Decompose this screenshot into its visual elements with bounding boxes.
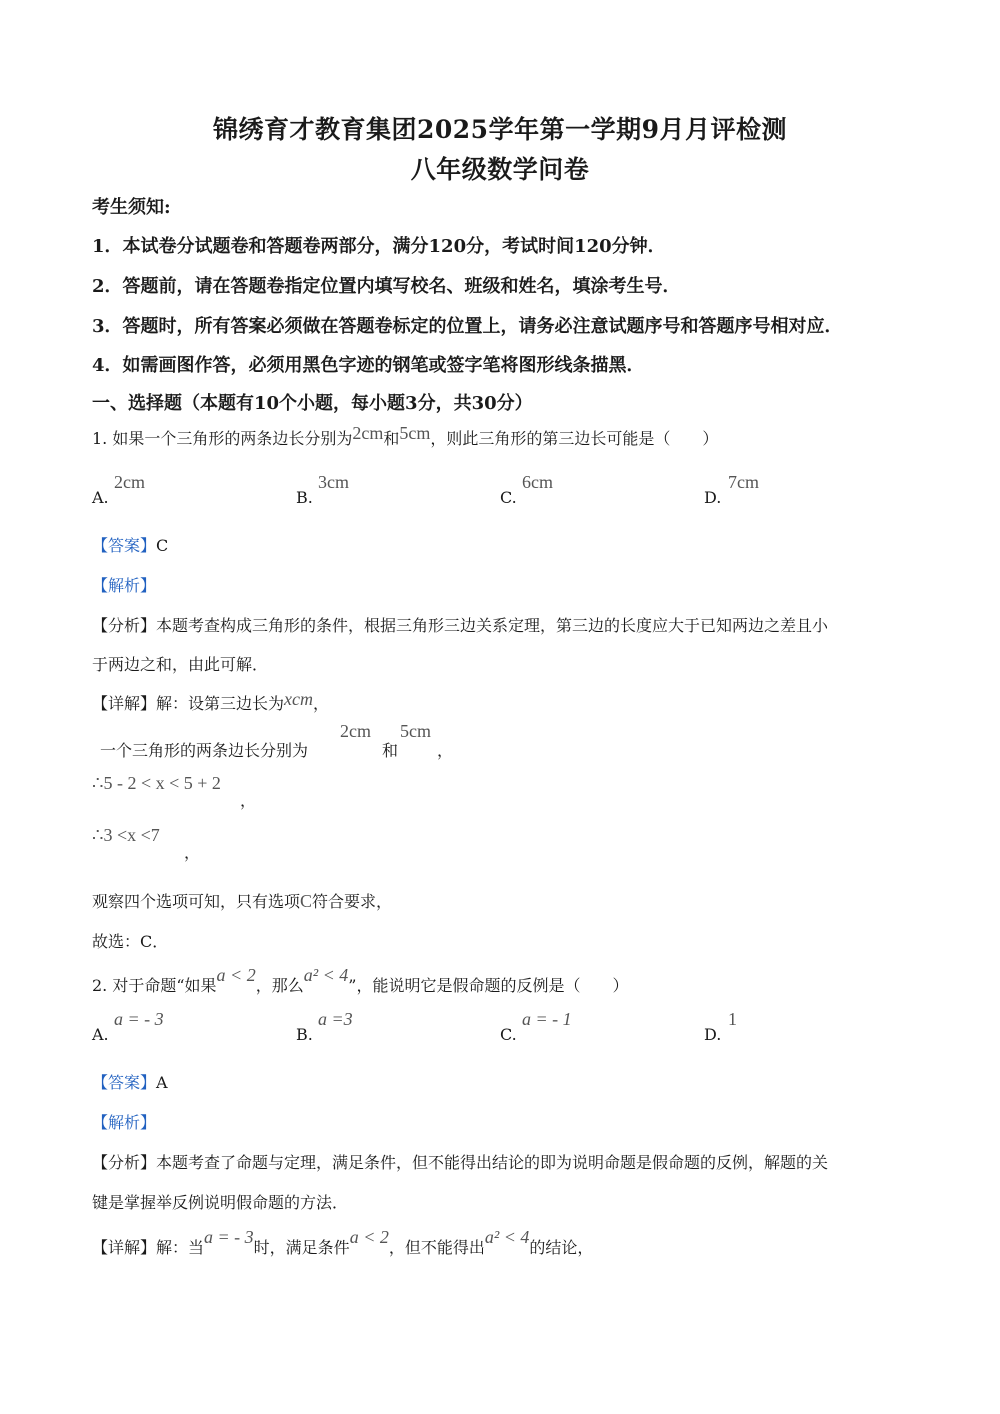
q1-stem-and: 和: [383, 429, 400, 448]
section-heading: 一、选择题（本题有10个小题，每小题3分，共30分）: [92, 393, 533, 414]
q2-math-a-lt-2: a < 2: [216, 965, 256, 985]
q2-option-d: [704, 1025, 721, 1044]
notice-item-2: 2．答题前，请在答题卷指定位置内填写校名、班级和姓名，填涂考生号．: [92, 276, 681, 297]
q2-fenxi-line-1: [92, 1150, 828, 1173]
q2-option-b: [296, 1025, 313, 1044]
q1-fenxi-line-1: [92, 613, 828, 636]
q2-stem-then: ，那么: [255, 976, 304, 995]
xiangjie-text: 一个三角形的两条边长分别为: [100, 741, 309, 760]
q1-option-c: [500, 488, 517, 507]
q2-option-b-value: a =3: [318, 1009, 353, 1029]
q2-fenxi-line-2: 键是掌握举反例说明假命题的方法．: [92, 1193, 349, 1212]
q2-option-a-value: a = - 3: [114, 1009, 164, 1029]
q1-math-5cm: 5cm: [399, 423, 431, 443]
q1-inequality-2-end: ，: [184, 843, 201, 862]
xiangjie-text: 解：当: [156, 1238, 205, 1257]
notice-item-1: 1．本试卷分试题卷和答题卷两部分，满分120分，考试时间120分钟．: [92, 236, 666, 257]
q1-observe: [92, 889, 392, 912]
question-2-stem: [92, 965, 629, 996]
q2-option-c-value: a = - 1: [522, 1009, 572, 1029]
q2-answer: [92, 1070, 168, 1093]
option-letter: B.: [296, 1025, 313, 1044]
q2-option-c: [500, 1025, 517, 1044]
exam-subtitle: 八年级数学问卷: [410, 155, 590, 184]
q2-math-a2-lt-4-b: a² < 4: [484, 1227, 530, 1247]
q1-option-d-value: 7cm: [728, 472, 759, 492]
fenxi-tag: 【分析】: [92, 616, 157, 635]
xiangjie-comma: ，: [313, 694, 330, 713]
option-letter: C.: [500, 488, 517, 507]
q1-stem-text: 1. 如果一个三角形的两条边长分别为: [92, 429, 353, 448]
q1-analysis-tag: 【解析】: [92, 576, 157, 595]
q2-option-d-value: 1: [728, 1009, 737, 1029]
option-letter: A.: [92, 488, 109, 507]
q1-math-5cm-b: 5cm: [400, 721, 431, 741]
observe-choice: C: [300, 891, 313, 911]
fenxi-text: 本题考查构成三角形的条件，根据三角形三边关系定理，第三边的长度应大于已知两边之差且小: [156, 616, 829, 635]
option-letter: B.: [296, 488, 313, 507]
q1-option-c-value: 6cm: [522, 472, 553, 492]
q2-stem-tail: ”，能说明它是假命题的反例是（ ）: [348, 976, 629, 995]
notice-heading: 考生须知:: [92, 197, 171, 218]
q1-comma: ，: [437, 741, 454, 760]
xiangjie-text-3: ，但不能得出: [388, 1238, 485, 1257]
q1-fenxi-line-2: 于两边之和，由此可解．: [92, 655, 269, 674]
answer-tag: 【答案】: [92, 536, 157, 555]
q1-conclusion: 故选：C．: [92, 932, 169, 951]
option-letter: D.: [704, 1025, 722, 1044]
fenxi-tag: 【分析】: [92, 1153, 157, 1172]
q2-stem-text: 2. 对于命题“如果: [92, 976, 217, 995]
q2-option-a: [92, 1025, 109, 1044]
q1-inequality-1-end: ，: [240, 791, 257, 810]
q2-math-a-eq-neg3: a = - 3: [204, 1227, 254, 1247]
q2-xiangjie: [92, 1227, 594, 1258]
q1-option-a-value: 2cm: [114, 472, 145, 492]
q2-math-a2-lt-4: a² < 4: [303, 965, 349, 985]
q2-analysis-tag: 【解析】: [92, 1113, 157, 1132]
q1-option-b: [296, 488, 313, 507]
option-letter: A.: [92, 1025, 109, 1044]
question-1-stem: [92, 423, 719, 449]
answer-value: C: [156, 536, 169, 555]
q1-inequality-2: ∴3 <x <7: [92, 825, 160, 845]
answer-tag: 【答案】: [92, 1073, 157, 1092]
q1-and: 和: [382, 741, 399, 760]
q1-option-b-value: 3cm: [318, 472, 349, 492]
xiangjie-tag: 【详解】: [92, 694, 157, 713]
q1-answer: [92, 533, 168, 556]
observe-tail: 符合要求，: [312, 892, 393, 911]
xiangjie-text-4: 的结论，: [529, 1238, 594, 1257]
q1-xiangjie-line-1: [92, 691, 329, 714]
exam-title: 锦绣育才教育集团2025学年第一学期9月月评检测: [213, 115, 787, 144]
q1-math-xcm: xcm: [284, 689, 314, 709]
q1-stem-tail: ，则此三角形的第三边长可能是（ ）: [430, 429, 719, 448]
q1-math-2cm-b: 2cm: [340, 721, 371, 741]
q1-inequality-1: ∴5 - 2 < x < 5 + 2: [92, 773, 221, 793]
q1-option-a: [92, 488, 109, 507]
xiangjie-text-2: 时，满足条件: [253, 1238, 350, 1257]
q1-xiangjie-line-2: [100, 738, 308, 761]
answer-value: A: [156, 1073, 168, 1092]
option-letter: C.: [500, 1025, 517, 1044]
xiangjie-tag: 【详解】: [92, 1238, 157, 1257]
option-letter: D.: [704, 488, 722, 507]
xiangjie-text: 解：设第三边长为: [156, 694, 285, 713]
q1-math-2cm: 2cm: [352, 423, 384, 443]
fenxi-text: 本题考查了命题与定理，满足条件，但不能得出结论的即为说明命题是假命题的反例，解题的关: [156, 1153, 829, 1172]
notice-item-3: 3．答题时，所有答案必须做在答题卷标定的位置上，请务必注意试题序号和答题序号相对应．: [92, 316, 843, 337]
observe-text: 观察四个选项可知，只有选项: [92, 892, 301, 911]
q1-option-d: [704, 488, 721, 507]
notice-item-4: 4．如需画图作答，必须用黑色字迹的钢笔或签字笔将图形线条描黑．: [92, 355, 645, 376]
q2-math-a-lt-2-b: a < 2: [349, 1227, 389, 1247]
